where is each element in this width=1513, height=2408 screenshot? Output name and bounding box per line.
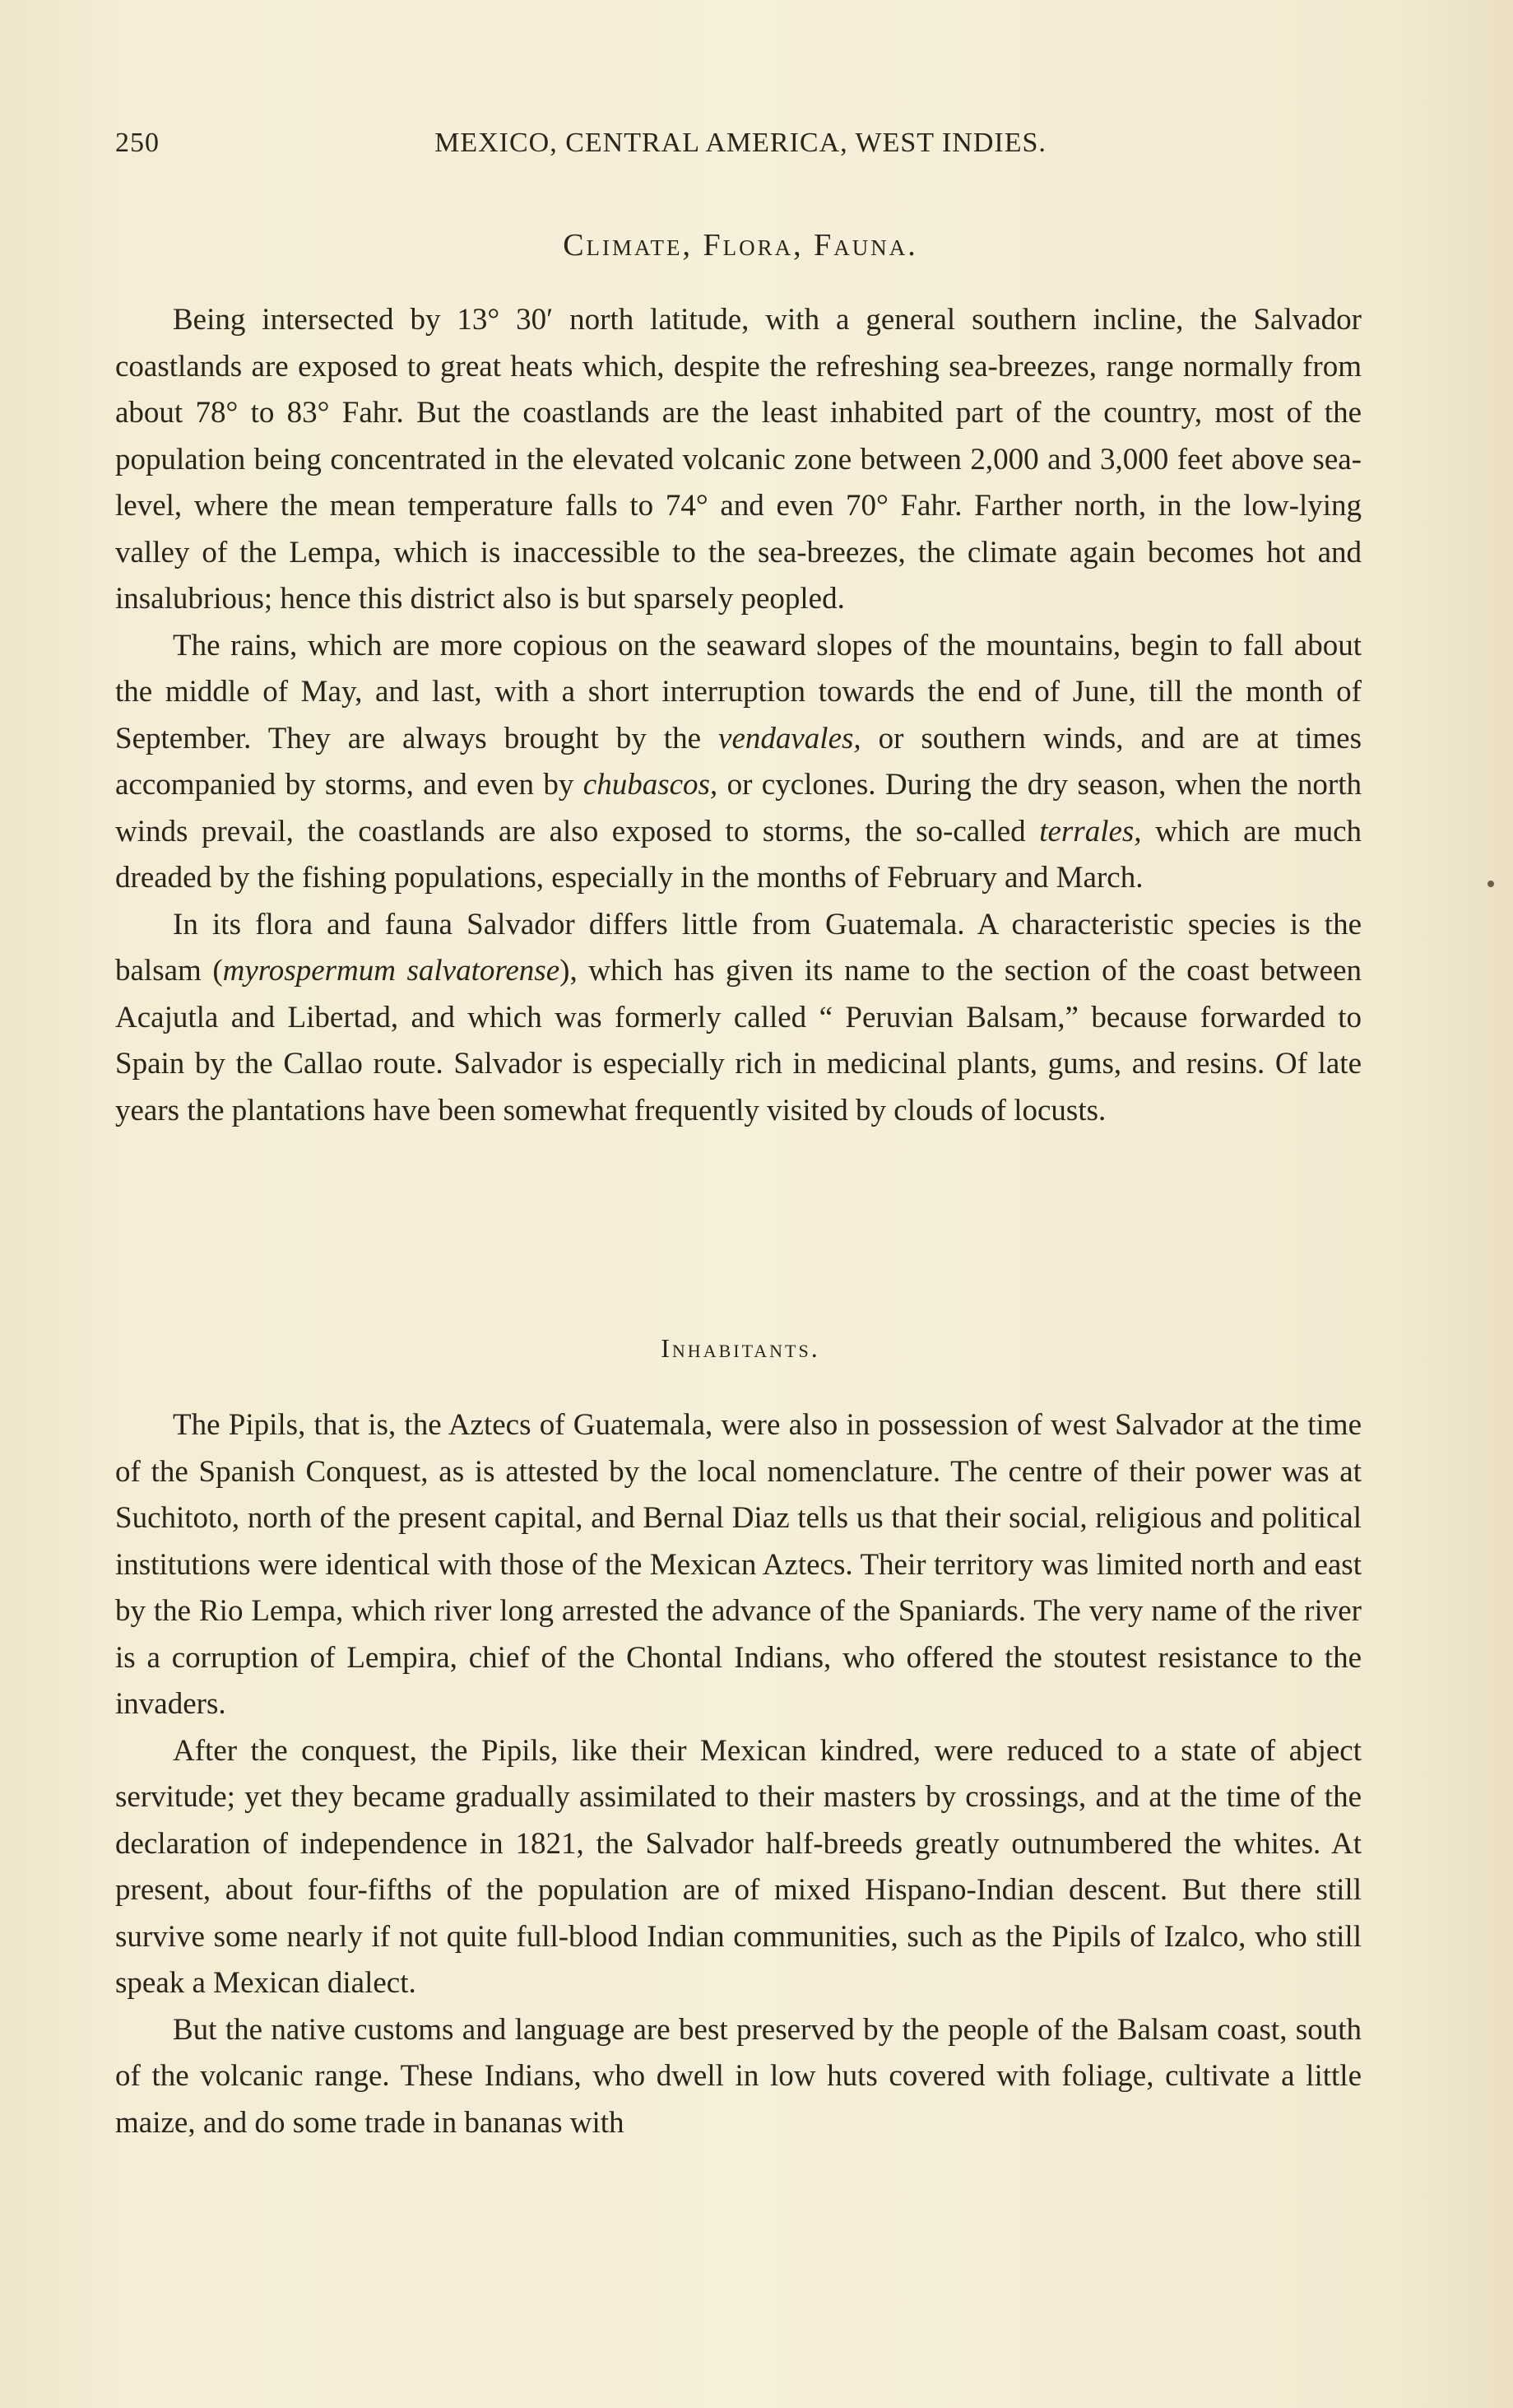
running-head (115, 128, 1366, 169)
paragraph-inhabitants-2: After the conquest, the Pipils, like their Mexican kindred, were reduced to a state of abject servitude; yet they became gradually assimilated to their masters by crossings, and at the time of the declaration of independence in 1821, the Salvador half-breeds greatly outnumbered the whites. At present, about four-fifths of the population are of mixed Hispano-Indian descent. But there still survive some nearly if not quite full-blood Indian communities, such as the Pipils of Izalco, who still speak a Mexican dialect. (115, 1733, 1362, 2000)
page-number: 250 (115, 128, 160, 158)
italic-term: vendavales, (718, 721, 861, 755)
paragraph-inhabitants-1: The Pipils, that is, the Aztecs of Guatemala, were also in possession of west Salvador at the time of the Spanish Conquest, as is attested by the local nomenclature. The centre of their power was at Suchitoto, north of the present capital, and Bernal Diaz tells us that their social, religious and political institutions were identical with those of the Mexican Aztecs. Their territory was limited north and east by the Rio Lempa, which river long arrested the advance of the Spaniards. The very name of the river is a corruption of Lempira, chief of the Chontal Indians, who offered the stoutest resistance to the invaders. (115, 1408, 1362, 1721)
section-body-climate (115, 297, 1362, 1134)
margin-dot (1487, 881, 1494, 887)
italic-term: chubascos, (582, 768, 718, 802)
paragraph-climate-3: In its flora and fauna Salvador differs little from Guatemala. A characteristic species is the balsam (myrospermum salvatorense), which has given its name to the section of the coast between Acajutla and Libertad, and which was formerly called “ Peruvian Balsam,” because forwarded to Spain by the Callao route. Salvador is especially rich in medicinal plants, gums, and resins. Of late years the plantations have been somewhat frequently visited by clouds of locusts. (115, 907, 1362, 1127)
section-heading-climate: Climate, Flora, Fauna. (563, 228, 918, 263)
paragraph-climate-2: The rains, which are more copious on the seaward slopes of the mountains, begin to fall about the middle of May, and last, with a short interruption towards the end of June, till the month of September. They are always brought by the vendavales, or southern winds, and are at times accompanied by storms, and even by chubascos, or cyclones. During the dry season, when the north winds prevail, the coastlands are also exposed to storms, the so-called terrales, which are much dreaded by the fishing populations, especially in the months of February and March. (115, 628, 1362, 895)
italic-term: myrospermum salvatorense (222, 954, 560, 988)
italic-term: terrales, (1039, 814, 1142, 848)
paragraph-inhabitants-3: But the native customs and language are best preserved by the people of the Balsam coast, south of the volcanic range. These Indians, who dwell in low huts covered with foliage, cultivate a little maize, and do some trade in bananas with (115, 2012, 1362, 2140)
header-title: MEXICO, CENTRAL AMERICA, WEST INDIES. (434, 128, 1047, 158)
section-heading-inhabitants: Inhabitants. (661, 1333, 820, 1363)
section-body-inhabitants (115, 1402, 1362, 2146)
paragraph-climate-1: Being intersected by 13° 30′ north latitude, with a general southern incline, the Salvador coastlands are exposed to great heats which, despite the refreshing sea-breezes, range normally from about 78° to 83° Fahr. But the coastlands are the least inhabited part of the country, most of the population being concentrated in the elevated volcanic zone between 2,000 and 3,000 feet above sea-level, where the mean temperature falls to 74° and even 70° Fahr. Farther north, in the low-lying valley of the Lempa, which is inaccessible to the sea-breezes, the climate again becomes hot and insalubrious; hence this district also is but sparsely peopled. (115, 303, 1362, 616)
